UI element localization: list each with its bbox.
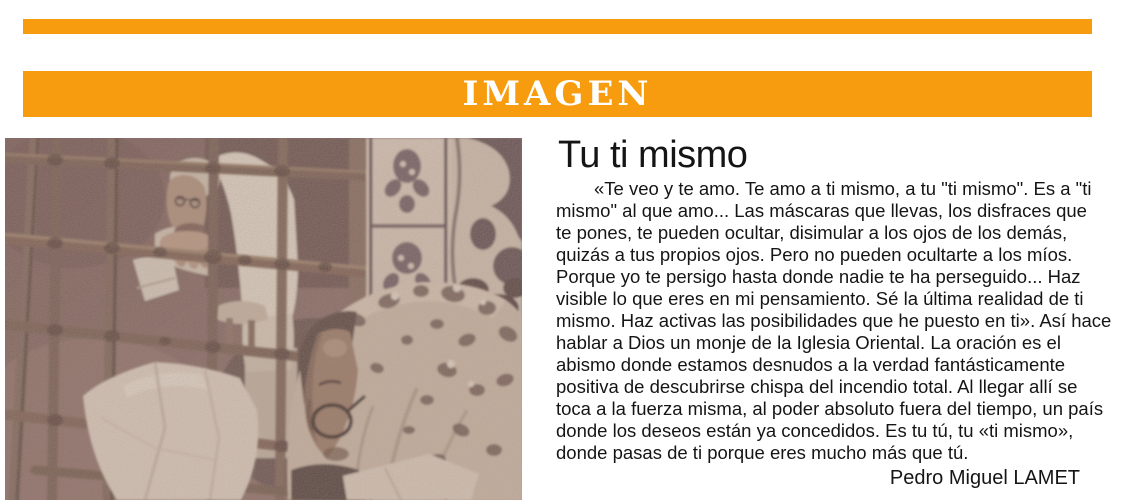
body-line: donde los deseos están ya concedidos. Es tu tú, tu «ti mismo», bbox=[556, 420, 1074, 441]
article bbox=[556, 135, 1110, 490]
imagen-banner bbox=[23, 71, 1092, 117]
body-line: visible lo que eres en mi pensamiento. Sé la última realidad de ti bbox=[556, 288, 1084, 309]
body-line: positiva de descubrirse chispa del incendio total. Al llegar allí se bbox=[556, 376, 1078, 397]
article-photo bbox=[5, 138, 522, 500]
banner-title: IMAGEN bbox=[462, 74, 653, 114]
body-line: toca a la fuerza misma, al poder absoluto fuera del tiempo, un país bbox=[556, 398, 1104, 419]
body-line: donde pasas de ti porque eres mucho más que tú. bbox=[556, 442, 969, 463]
body-line: abismo donde estamos desnudos a la verdad fantásticamente bbox=[556, 354, 1066, 375]
monk-grille-photo-illustration bbox=[5, 138, 522, 500]
body-line: mismo" al que amo... Las máscaras que llevas, los disfraces que bbox=[556, 200, 1087, 221]
article-title: Tu ti mismo bbox=[558, 134, 748, 176]
body-line: te pones, te pueden ocultar, disimular a los ojos de los demás, bbox=[556, 222, 1068, 243]
article-body bbox=[556, 178, 1110, 464]
body-line: Porque yo te persigo hasta donde nadie te ha perseguido... Haz bbox=[556, 266, 1081, 287]
article-author: Pedro Miguel LAMET bbox=[889, 467, 1080, 489]
body-line: «Te veo y te amo. Te amo a ti mismo, a tu "ti mismo". Es a "ti bbox=[594, 178, 1092, 199]
body-line: hablar a Dios un monje de la Iglesia Oriental. La oración es el bbox=[556, 332, 1061, 353]
body-line: quizás a tus propios ojos. Pero no pueden ocultarte a los míos. bbox=[556, 244, 1073, 265]
body-line: mismo. Haz activas las posibilidades que he puesto en ti». Así hace bbox=[556, 310, 1112, 331]
top-rule-bar bbox=[23, 19, 1092, 34]
